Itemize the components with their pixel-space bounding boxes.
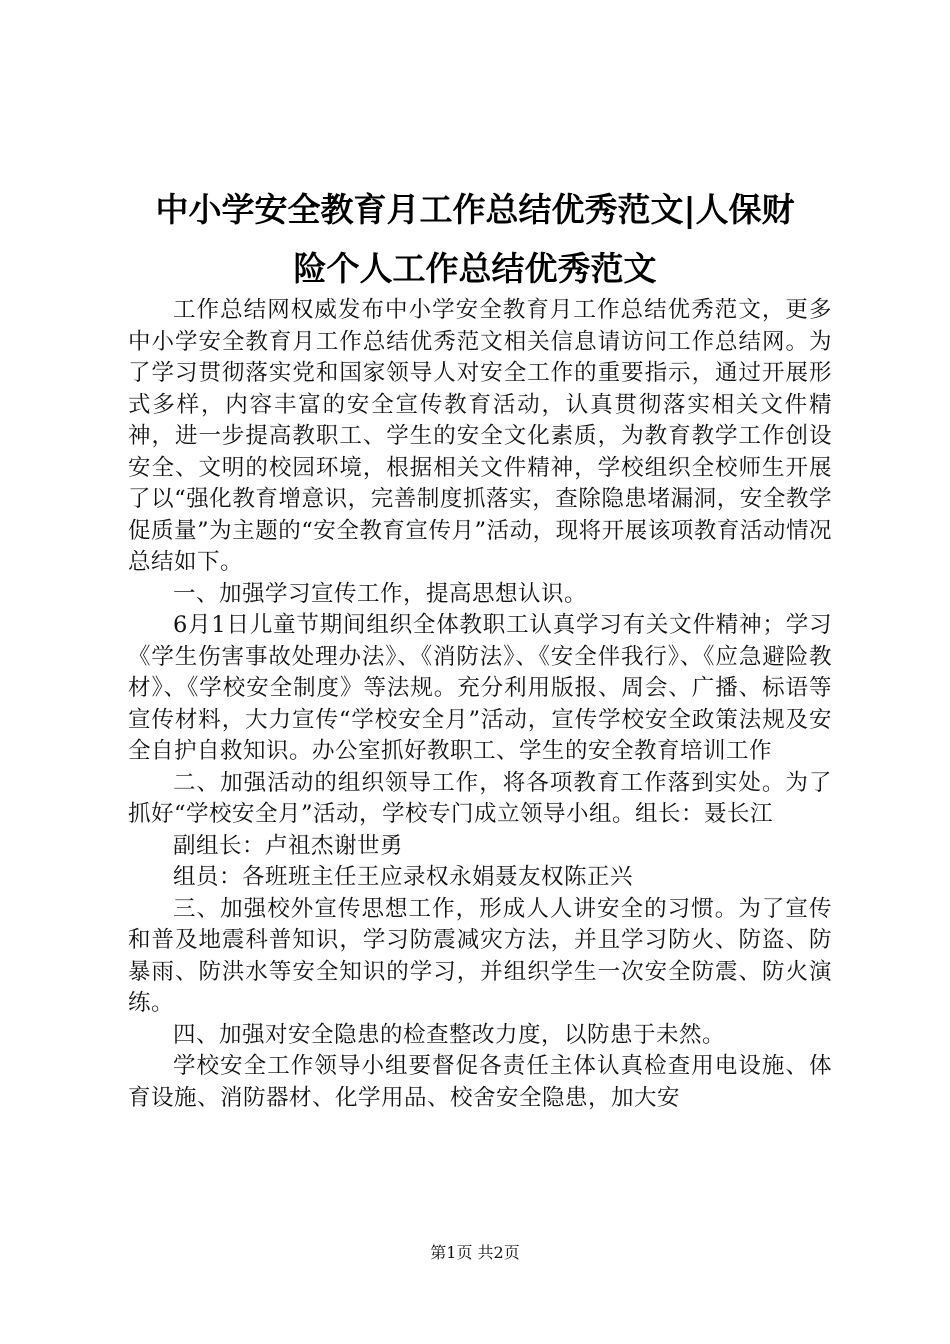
page-footer: 第1页 共2页 <box>430 1243 520 1262</box>
paragraph-deputy-leaders: 副组长：卢祖杰谢世勇 <box>173 832 404 859</box>
paragraph-intro: 工作总结网权威发布中小学安全教育月工作总结优秀范文，更多中小学安全教育月工作总结优秀范文相关信息请访问工作总结网。为了学习贯彻落实党和国家领导人对安全工作的重要指示，通过开展形式多样，内容丰富的安全宣传教育活动，认真贯彻落实相关文件精神，进一步提高教职工、学生的安全文化素质，为教育教学工作创设安全、文明的校园环境，根据相关文件精神，学校组织全校师生开展了以“强化教育增意识，完善制度抓落实，查除隐患堵漏洞，安全教学促质量”为主题的“安全教育宣传月”活动，现将开展该项教育活动情况总结如下。 <box>128 297 832 575</box>
paragraph-heading-1: 一、加强学习宣传工作，提高思想认识。 <box>173 580 588 607</box>
paragraph-study: 6月1日儿童节期间组织全体教职工认真学习有关文件精神；学习《学生伤害事故处理办法》、《消防法》、《安全伴我行》、《应急避险教材》、《学校安全制度》等法规。充分利用版报、周会、广播、标语等宣传材料，大力宣传“学校安全月”活动，宣传学校安全政策法规及安全自护自救知识。办公室抓好教职工、学生的安全教育培训工作 <box>128 612 832 764</box>
document-title-line-1: 中小学安全教育月工作总结优秀范文|人保财 <box>155 190 795 229</box>
document-title-line-2: 险个人工作总结优秀范文 <box>293 249 657 288</box>
paragraph-members: 组员：各班班主任王应录权永娟聂友权陈正兴 <box>173 864 634 890</box>
paragraph-heading-3: 三、加强校外宣传思想工作，形成人人讲安全的习惯。为了宣传和普及地震科普知识，学习防震减灾方法，并且学习防火、防盗、防暴雨、防洪水等安全知识的学习，并组织学生一次安全防震、防火演练。 <box>128 895 832 1016</box>
paragraph-inspection: 学校安全工作领导小组要督促各责任主体认真检查用电设施、体育设施、消防器材、化学用品、校舍安全隐患，加大安 <box>128 1053 832 1111</box>
paragraph-heading-4: 四、加强对安全隐患的检查整改力度，以防患于未然。 <box>173 1021 726 1048</box>
paragraph-heading-2: 二、加强活动的组织领导工作，将各项教育工作落到实处。为了抓好“学校安全月”活动，学校专门成立领导小组。组长：聂长江 <box>128 769 832 827</box>
document-body <box>128 295 832 1114</box>
